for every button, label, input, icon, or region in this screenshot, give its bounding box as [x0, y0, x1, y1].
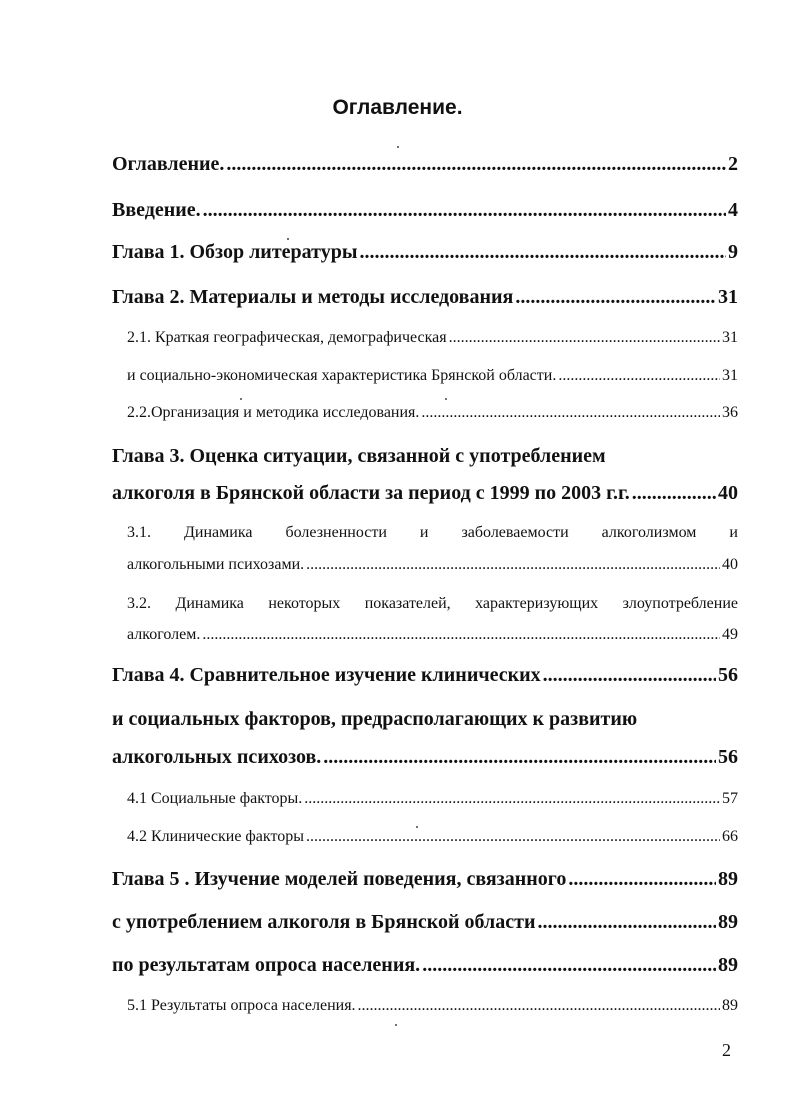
- toc-entry-page: 56: [718, 746, 738, 768]
- toc-entry-page: 31: [718, 286, 738, 308]
- dot-leader: [306, 828, 720, 846]
- toc-entry-label: Введение.: [112, 199, 201, 221]
- toc-entry-section-2-2[interactable]: [127, 404, 738, 422]
- toc-entry-label: 4.2 Клинические факторы: [127, 828, 304, 845]
- toc-entry-label: алкогольными психозами.: [127, 556, 305, 573]
- word: показателей,: [364, 595, 451, 612]
- dot-leader: [421, 404, 720, 422]
- toc-entry-label: алкогольных психозов.: [112, 746, 322, 768]
- toc-entry-section-2-1[interactable]: [127, 329, 738, 347]
- toc-entry-page: 89: [718, 911, 738, 933]
- dot-leader: [358, 997, 720, 1015]
- toc-entry-label: по результатам опроса населения.: [112, 954, 421, 976]
- scan-speck: [416, 826, 418, 828]
- toc-entry-table-of-contents[interactable]: [112, 153, 738, 176]
- dot-leader: [558, 367, 720, 385]
- toc-entry-section-2-1-continued[interactable]: [127, 367, 738, 385]
- scan-speck: [395, 1024, 397, 1026]
- dot-leader: [304, 790, 720, 808]
- word: алкоголизмом: [601, 524, 697, 541]
- dot-leader: [226, 153, 726, 176]
- toc-entry-page: 57: [722, 790, 738, 807]
- toc-entry-chapter-5-line-1[interactable]: [112, 868, 738, 891]
- toc-entry-label: Глава 1. Обзор литературы: [112, 241, 358, 263]
- toc-entry-chapter-5[interactable]: [112, 954, 738, 977]
- toc-entry-page: 4: [728, 199, 738, 221]
- toc-entry-section-4-2[interactable]: [127, 828, 738, 846]
- toc-entry-page: 66: [722, 828, 738, 845]
- dot-leader: [515, 286, 716, 309]
- toc-entry-chapter-4-line-2[interactable]: и социальных факторов, предрасполагающих к развитию: [112, 708, 638, 730]
- toc-entry-label: с употреблением алкоголя в Брянской области: [112, 911, 536, 933]
- toc-entry-section-3-1-line-1[interactable]: [127, 524, 738, 542]
- word: 3.1.: [127, 524, 151, 541]
- toc-entry-label: 5.1 Результаты опроса населения.: [127, 997, 356, 1014]
- word: злоупотребление: [622, 595, 738, 612]
- toc-entry-section-5-1[interactable]: [127, 997, 738, 1015]
- toc-entry-label: и социально-экономическая характеристика Брянской области.: [127, 367, 557, 384]
- toc-entry-chapter-5-line-2[interactable]: [112, 911, 738, 934]
- toc-entry-label: Оглавление.: [112, 153, 225, 175]
- toc-entry-page: 40: [718, 482, 738, 504]
- toc-entry-page: 31: [722, 367, 738, 384]
- toc-entry-label: Глава 5 . Изучение моделей поведения, связанного: [112, 868, 567, 890]
- word: 3.2.: [127, 595, 151, 612]
- toc-entry-introduction[interactable]: [112, 199, 738, 222]
- toc-entry-page: 49: [722, 626, 738, 643]
- scan-speck: [287, 238, 289, 240]
- toc-entry-page: 89: [718, 868, 738, 890]
- toc-entry-label: алкоголем.: [127, 626, 201, 643]
- document-heading: Оглавление.: [332, 96, 463, 119]
- toc-entry-label: Глава 4. Сравнительное изучение клинических: [112, 664, 541, 686]
- toc-entry-chapter-3[interactable]: [112, 482, 738, 505]
- dot-leader: [537, 911, 716, 934]
- toc-entry-page: 9: [728, 241, 738, 263]
- toc-entry-page: 89: [718, 954, 738, 976]
- word: заболеваемости: [461, 524, 569, 541]
- dot-leader: [568, 868, 716, 891]
- dot-leader: [449, 329, 720, 347]
- toc-entry-chapter-2[interactable]: [112, 286, 738, 309]
- toc-entry-section-4-1[interactable]: [127, 790, 738, 808]
- word: и: [419, 524, 429, 541]
- toc-entry-label: Глава 2. Материалы и методы исследования: [112, 286, 514, 308]
- toc-entry-label: 2.1. Краткая географическая, демографическая: [127, 329, 447, 346]
- dot-leader: [203, 199, 726, 222]
- dot-leader: [632, 482, 716, 505]
- toc-entry-section-3-2-line-1[interactable]: [127, 595, 738, 613]
- toc-entry-chapter-4[interactable]: [112, 746, 738, 769]
- toc-entry-page: 31: [722, 329, 738, 346]
- toc-entry-chapter-4-line-1[interactable]: [112, 664, 738, 687]
- word: болезненности: [285, 524, 387, 541]
- toc-entry-chapter-1[interactable]: [112, 241, 738, 264]
- toc-entry-page: 36: [722, 404, 738, 421]
- page-number: 2: [722, 1040, 731, 1060]
- toc-entry-chapter-3-line-1[interactable]: Глава 3. Оценка ситуации, связанной с употреблением: [112, 445, 606, 467]
- scan-speck: [445, 398, 447, 400]
- word: Динамика: [184, 524, 253, 541]
- toc-entry-section-3-1[interactable]: [127, 556, 738, 574]
- dot-leader: [323, 746, 716, 769]
- dot-leader: [359, 241, 726, 264]
- toc-entry-page: 56: [718, 664, 738, 686]
- toc-entry-label: алкоголя в Брянской области за период с 1999 по 2003 г.г.: [112, 482, 630, 504]
- scan-speck: [240, 398, 242, 400]
- dot-leader: [543, 664, 716, 687]
- dot-leader: [202, 626, 720, 644]
- scan-speck: [397, 146, 399, 148]
- word: некоторых: [268, 595, 341, 612]
- toc-entry-label: 4.1 Социальные факторы.: [127, 790, 303, 807]
- toc-entry-page: 40: [722, 556, 738, 573]
- dot-leader: [306, 556, 720, 574]
- toc-entry-page: 89: [722, 997, 738, 1014]
- word: и: [729, 524, 738, 541]
- toc-entry-label: 2.2.Организация и методика исследования.: [127, 404, 420, 421]
- toc-entry-section-3-2[interactable]: [127, 626, 738, 644]
- word: характеризующих: [475, 595, 599, 612]
- dot-leader: [422, 954, 716, 977]
- toc-entry-page: 2: [728, 153, 738, 175]
- word: Динамика: [175, 595, 244, 612]
